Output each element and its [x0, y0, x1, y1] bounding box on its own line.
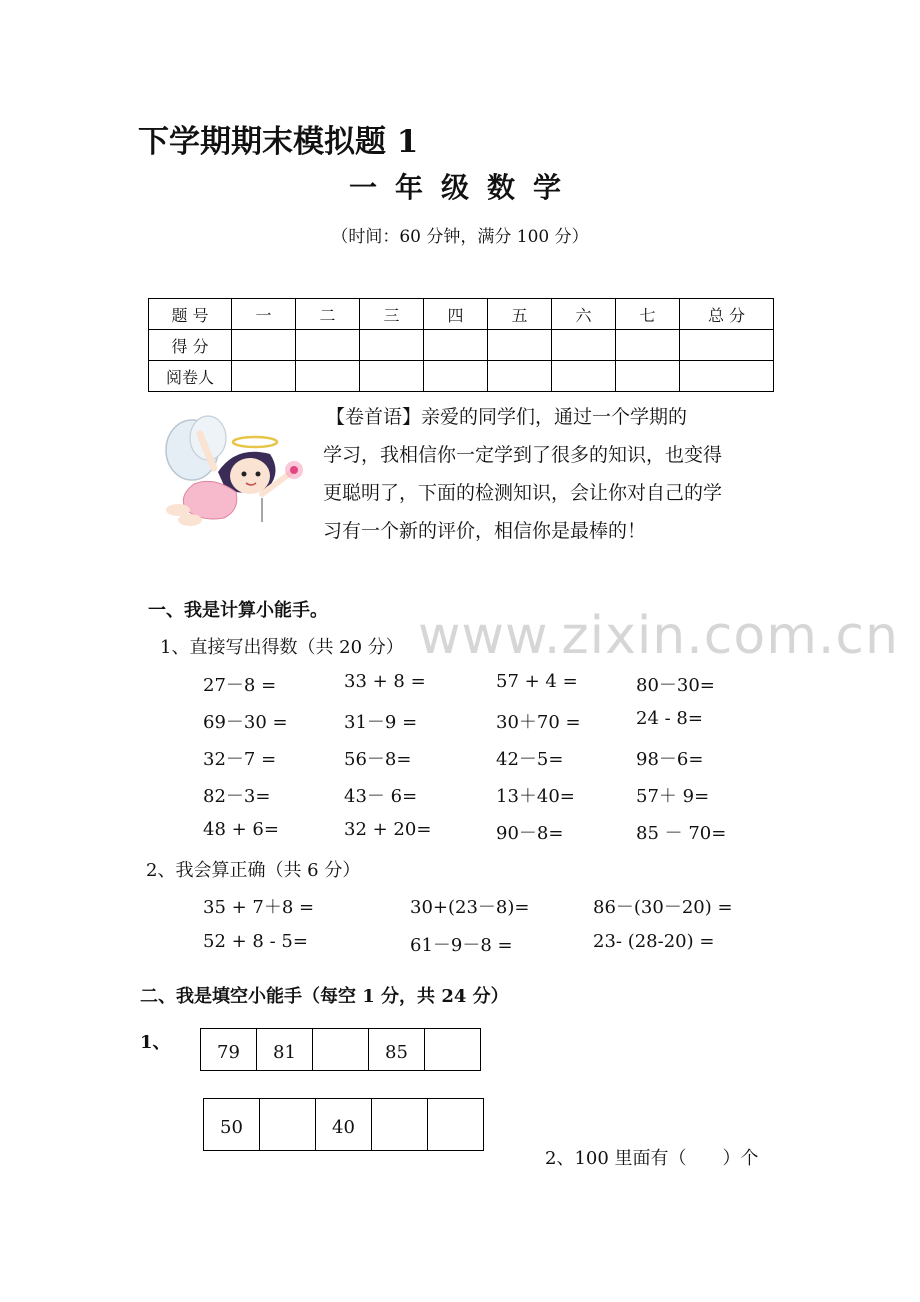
equation: 86－(30－20) = — [593, 897, 733, 918]
foot-shape — [166, 504, 190, 516]
intro-line: 学习，我相信你一定学到了很多的知识，也变得 — [323, 444, 723, 466]
header-cell: 四 — [424, 299, 488, 330]
score-header-row — [149, 299, 774, 330]
header-cell: 总 分 — [680, 299, 774, 330]
part2-title: 2、我会算正确（共 6 分） — [146, 860, 361, 881]
row-label: 阅卷人 — [149, 361, 232, 392]
section1-title: 一、我是计算小能手。 — [148, 600, 328, 621]
grader-cell — [232, 361, 296, 392]
eye-shape — [256, 472, 261, 477]
equation: 57 + 4 = — [496, 671, 578, 692]
part1-title: 1、直接写出得数（共 20 分） — [160, 637, 404, 658]
equation: 32－7 = — [203, 749, 277, 770]
grader-cell — [552, 361, 616, 392]
intro-line: 更聪明了，下面的检测知识，会让你对自己的学 — [323, 482, 723, 504]
face-shape — [230, 458, 270, 494]
sequence-cell: 79 — [201, 1029, 257, 1071]
grader-row — [149, 361, 774, 392]
time-note: （时间：60 分钟，满分 100 分） — [331, 227, 589, 247]
foot-shape — [178, 514, 202, 526]
equation: 13＋40= — [496, 786, 575, 807]
equation: 69－30 = — [203, 712, 288, 733]
intro-line: 【卷首语】亲爱的同学们，通过一个学期的 — [326, 406, 688, 428]
sequence-blank[interactable] — [372, 1099, 428, 1151]
score-cell — [488, 330, 552, 361]
page-title: 下学期期末模拟题 1 — [138, 124, 419, 160]
watermark: www.zixin.com.cn — [418, 606, 899, 666]
grader-cell — [360, 361, 424, 392]
equation: 30+(23－8)= — [410, 897, 530, 918]
equation: 27－8 = — [203, 675, 277, 696]
equation: 90－8= — [496, 823, 564, 844]
equation: 48 + 6= — [203, 819, 279, 840]
score-cell — [232, 330, 296, 361]
equation: 82－3= — [203, 786, 271, 807]
equation: 33 + 8 = — [344, 671, 426, 692]
equation: 31－9 = — [344, 712, 418, 733]
score-row — [149, 330, 774, 361]
eye-shape — [242, 472, 247, 477]
equation: 42－5= — [496, 749, 564, 770]
grader-cell — [488, 361, 552, 392]
sequence-cell: 85 — [369, 1029, 425, 1071]
subject-title: 一年级数学 — [348, 171, 579, 204]
equation: 57＋ 9= — [636, 786, 710, 807]
sequence-cell: 50 — [204, 1099, 260, 1151]
header-cell: 一 — [232, 299, 296, 330]
equation: 61－9－8 = — [410, 935, 513, 956]
grader-cell — [616, 361, 680, 392]
header-cell: 三 — [360, 299, 424, 330]
number-sequence — [203, 1098, 484, 1151]
question-label: 1、 — [140, 1032, 171, 1053]
grader-cell — [424, 361, 488, 392]
score-cell — [424, 330, 488, 361]
sequence-blank[interactable] — [425, 1029, 481, 1071]
equation: 43－ 6= — [344, 786, 418, 807]
equation: 32 + 20= — [344, 819, 432, 840]
sequence-blank[interactable] — [313, 1029, 369, 1071]
header-cell: 二 — [296, 299, 360, 330]
header-cell: 七 — [616, 299, 680, 330]
intro-line: 习有一个新的评价，相信你是最棒的！ — [323, 520, 647, 542]
equation: 85 － 70= — [636, 823, 727, 844]
row-label: 得 分 — [149, 330, 232, 361]
score-table — [148, 298, 774, 392]
score-cell — [552, 330, 616, 361]
sequence-blank[interactable] — [428, 1099, 484, 1151]
number-sequence — [200, 1028, 481, 1071]
header-cell: 题 号 — [149, 299, 232, 330]
sequence-cell: 40 — [316, 1099, 372, 1151]
header-cell: 五 — [488, 299, 552, 330]
equation: 35 + 7＋8 = — [203, 897, 315, 918]
section2-title: 二、我是填空小能手（每空 1 分，共 24 分） — [140, 986, 509, 1007]
equation: 52 + 8 - 5= — [203, 931, 308, 952]
sequence-cell: 81 — [257, 1029, 313, 1071]
question-2: 2、100 里面有（ ）个 — [545, 1148, 759, 1169]
score-cell — [616, 330, 680, 361]
score-cell — [680, 330, 774, 361]
equation: 23- (28-20) = — [593, 931, 715, 952]
equation: 80－30= — [636, 675, 715, 696]
halo-shape — [233, 437, 277, 447]
score-cell — [296, 330, 360, 361]
equation: 56－8= — [344, 749, 412, 770]
dress-shape — [183, 481, 236, 519]
sparkle-icon — [290, 466, 298, 474]
equation: 98－6= — [636, 749, 704, 770]
equation: 30＋70 = — [496, 712, 581, 733]
grader-cell — [296, 361, 360, 392]
score-cell — [360, 330, 424, 361]
grader-cell — [680, 361, 774, 392]
header-cell: 六 — [552, 299, 616, 330]
sequence-blank[interactable] — [260, 1099, 316, 1151]
angel-illustration — [150, 410, 310, 530]
equation: 24 - 8= — [636, 708, 703, 729]
